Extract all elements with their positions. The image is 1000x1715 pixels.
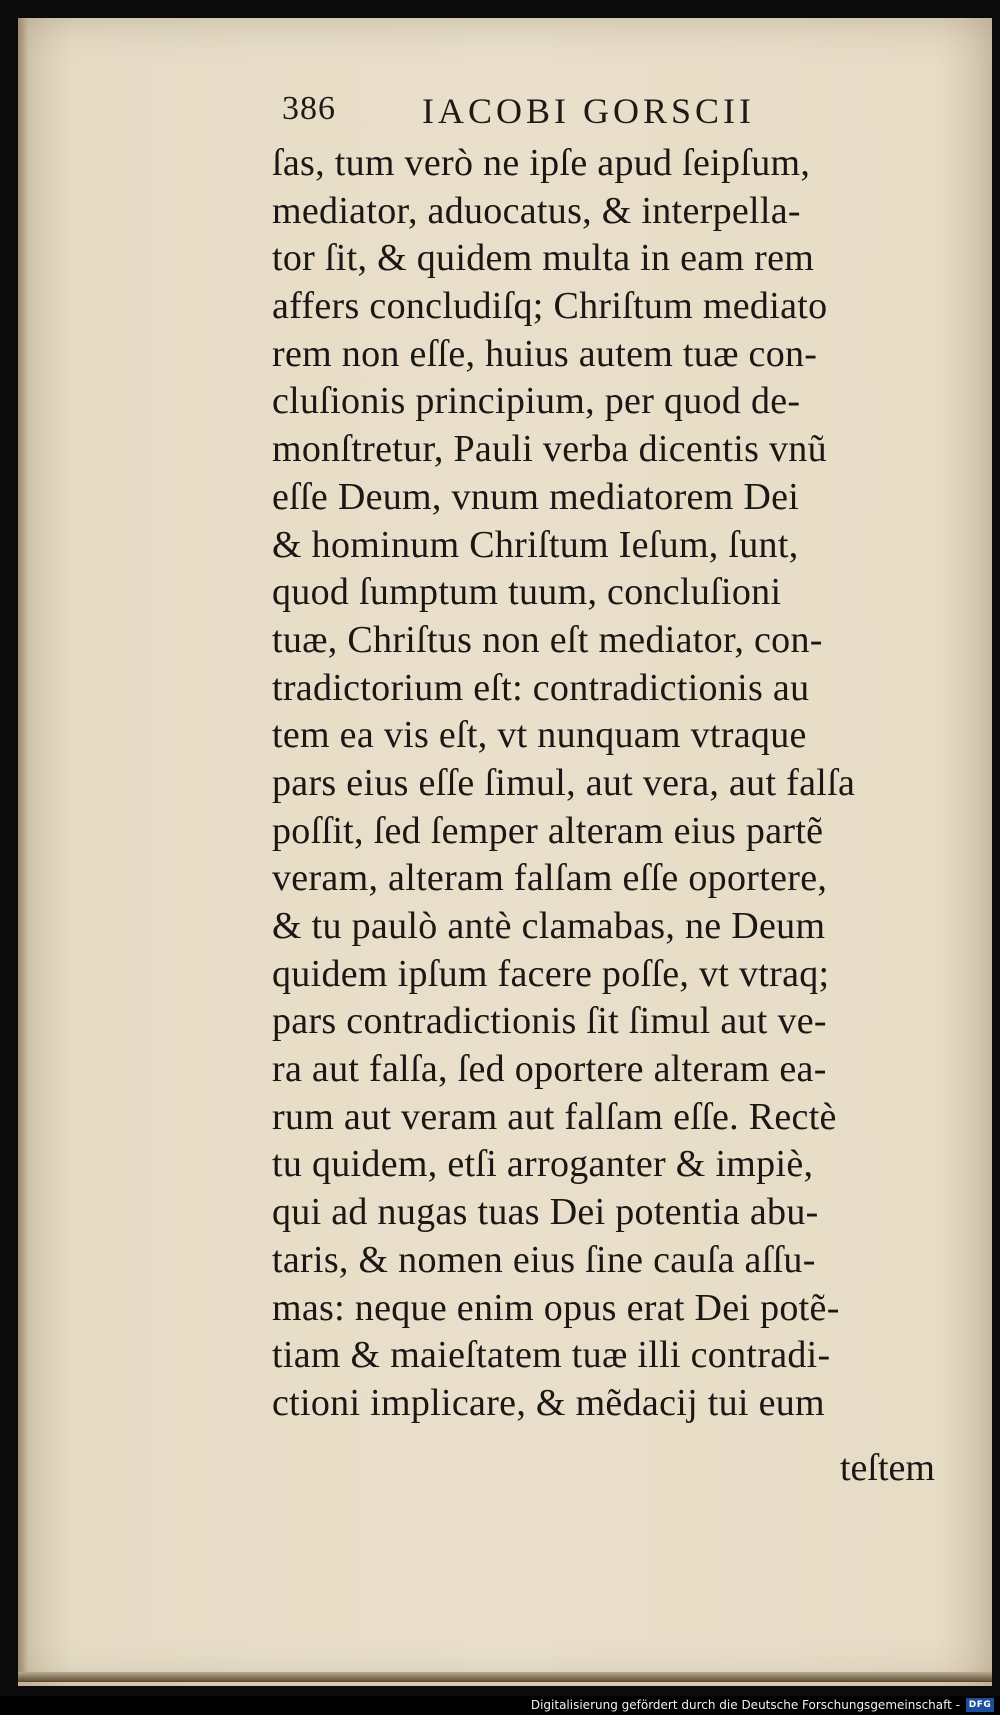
- body-text: [272, 140, 962, 1470]
- funding-credit: Digitalisierung gefördert durch die Deutsche Forschungsgemeinschaft -: [530, 1698, 960, 1712]
- text-line: mas: neque enim opus erat Dei potẽ-: [272, 1286, 840, 1329]
- text-line: quidem ipſum facere poſſe, vt vtraq;: [272, 952, 830, 995]
- page-gutter-shadow: [18, 18, 28, 1682]
- text-line: quod ſumptum tuum, concluſioni: [272, 571, 782, 614]
- page-number: 386: [282, 90, 336, 127]
- text-line: ra aut falſa, ſed oportere alteram ea-: [272, 1048, 827, 1091]
- text-line: mediator, aduocatus, & interpella-: [272, 189, 801, 232]
- text-line: ſas, tum verò ne ipſe apud ſeipſum,: [272, 142, 811, 184]
- text-line: affers concludiſq; Chriſtum mediato: [272, 285, 828, 328]
- text-line: & hominum Chriſtum Ieſum, ſunt,: [272, 523, 799, 566]
- text-line: qui ad nugas tuas Dei potentia abu-: [272, 1191, 819, 1234]
- text-line: tradictorium eſt: contradictionis au: [272, 666, 810, 709]
- text-line: poſſit, ſed ſemper alteram eius partẽ: [272, 809, 824, 852]
- text-line: tor ſit, & quidem multa in eam rem: [272, 237, 815, 280]
- page-bottom-edge: [18, 1672, 992, 1682]
- text-line: rum aut veram aut falſam eſſe. Rectè: [272, 1095, 837, 1138]
- text-line: ctioni implicare, & mẽdacij tui eum: [272, 1381, 825, 1424]
- text-line: tiam & maieſtatem tuæ illi contradi-: [272, 1334, 831, 1377]
- text-line: taris, & nomen eius ſine cauſa aſſu-: [272, 1238, 816, 1281]
- text-line: tem ea vis eſt, vt nunquam vtraque: [272, 714, 807, 757]
- text-line: tuæ, Chriſtus non eſt mediator, con-: [272, 618, 823, 661]
- text-line: rem non eſſe, huius autem tuæ con-: [272, 332, 818, 375]
- text-line: veram, alteram falſam eſſe oportere,: [272, 857, 828, 900]
- text-line: eſſe Deum, vnum mediatorem Dei: [272, 475, 800, 518]
- catchword: teſtem: [840, 1447, 935, 1489]
- text-line: monſtretur, Pauli verba dicentis vnũ: [272, 428, 827, 471]
- text-line: pars contradictionis ſit ſimul aut ve-: [272, 1000, 827, 1043]
- text-line: tu quidem, etſi arroganter & impiè,: [272, 1143, 814, 1186]
- dfg-logo: DFG: [966, 1698, 994, 1712]
- text-line: cluſionis principium, per quod de-: [272, 380, 801, 423]
- text-line: & tu paulò antè clamabas, ne Deum: [272, 905, 826, 947]
- running-title: IACOBI GORSCII: [422, 91, 756, 131]
- text-line: pars eius eſſe ſimul, aut vera, aut falſa: [272, 761, 856, 804]
- running-head: [282, 90, 902, 136]
